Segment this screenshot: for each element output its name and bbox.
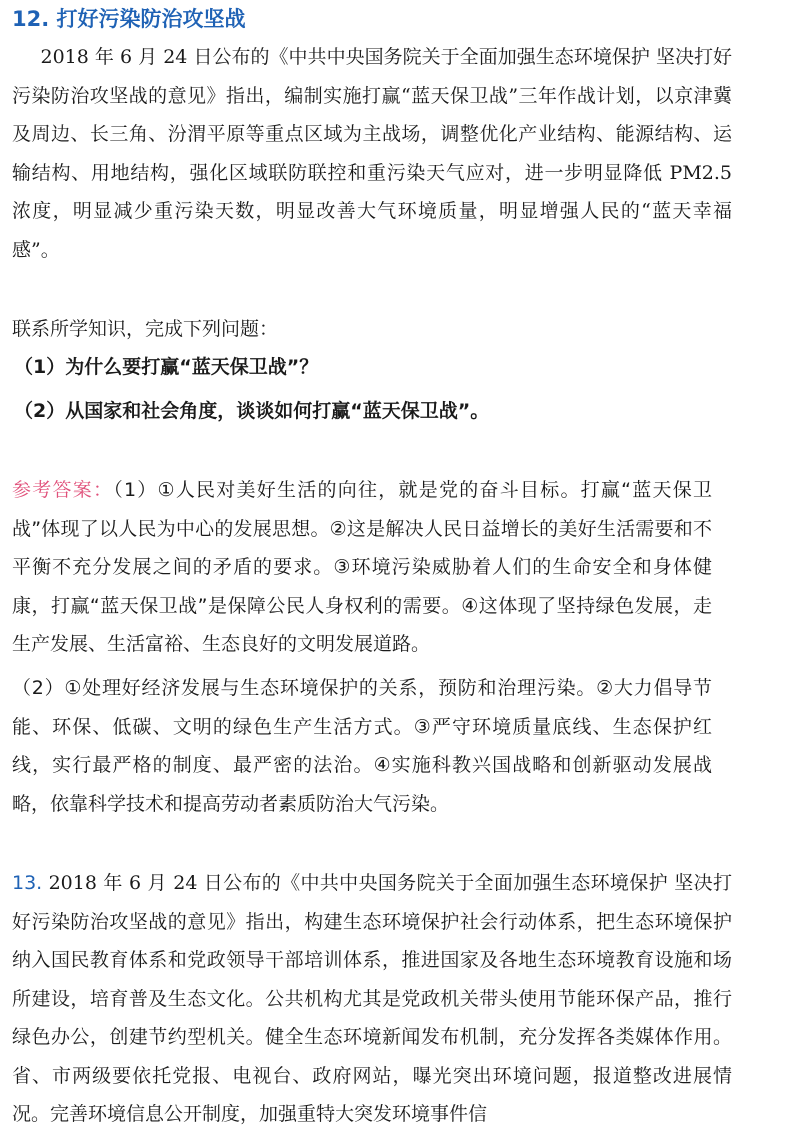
answer-1-text: （1）①人民对美好生活的向往，就是党的奋斗目标。打赢“蓝天保卫战”体现了以人民为中心的发展思想。②这是解决人民日益增长的美好生活需要和不平衡不充分发展之间的矛盾的要求。③环境污染威胁着人们的生命安全和身体健康，打赢“蓝天保卫战”是保障公民人身权利的需要。④这体现了坚持绿色发展，走生产发展、生活富裕、生态良好的文明发展道路。 (12, 479, 712, 655)
q12-paragraph: 2018 年 6 月 24 日公布的《中共中央国务院关于全面加强生态环境保护 坚决打好污染防治攻坚战的意见》指出，编制实施打赢“蓝天保卫战”三年作战计划，以京津冀及周边、长三角、汾渭平原等重点区域为主战场，调整优化产业结构、能源结构、运输结构、用地结构，强化区域联防联控和重污染天气应对，进一步明显降低 PM2.5 浓度，明显减少重污染天数，明显改善大气环境质量，明显增强人民的“蓝天幸福感”。 (12, 46, 732, 261)
q13-number: 13. (12, 872, 43, 894)
q12-answer-1 (12, 471, 712, 664)
answer-label: 参考答案： (12, 479, 114, 501)
q12-question-2: （2）从国家和社会角度，谈谈如何打赢“蓝天保卫战”。 (14, 400, 490, 422)
q12-question-1: （1）为什么要打赢“蓝天保卫战”？ (14, 356, 319, 378)
q13-paragraph (12, 864, 732, 1134)
q12-prompt: 联系所学知识，完成下列问题： (12, 318, 279, 340)
q12-answer-2: （2）①处理好经济发展与生态环境保护的关系，预防和治理污染。②大力倡导节能、环保、低碳、文明的绿色生产生活方式。③严守环境质量底线、生态保护红线，实行最严格的制度、最严密的法治。④实施科教兴国战略和创新驱动发展战略，依靠科学技术和提高劳动者素质防治大气污染。 (12, 677, 712, 815)
q13-text: 2018 年 6 月 24 日公布的《中共中央国务院关于全面加强生态环境保护 坚决打好污染防治攻坚战的意见》指出，构建生态环境保护社会行动体系，把生态环境保护纳入国民教育体系和党政领导干部培训体系，推进国家及各地生态环境教育设施和场所建设，培育普及生态文化。公共机构尤其是党政机关带头使用节能环保产品，推行绿色办公，创建节约型机关。健全生态环境新闻发布机制，充分发挥各类媒体作用。省、市两级要依托党报、电视台、政府网站，曝光突出环境问题，报道整改进展情况。完善环境信息公开制度，加强重特大突发环境事件信 (12, 872, 732, 1125)
q12-title: 12. 打好污染防治攻坚战 (12, 7, 246, 31)
